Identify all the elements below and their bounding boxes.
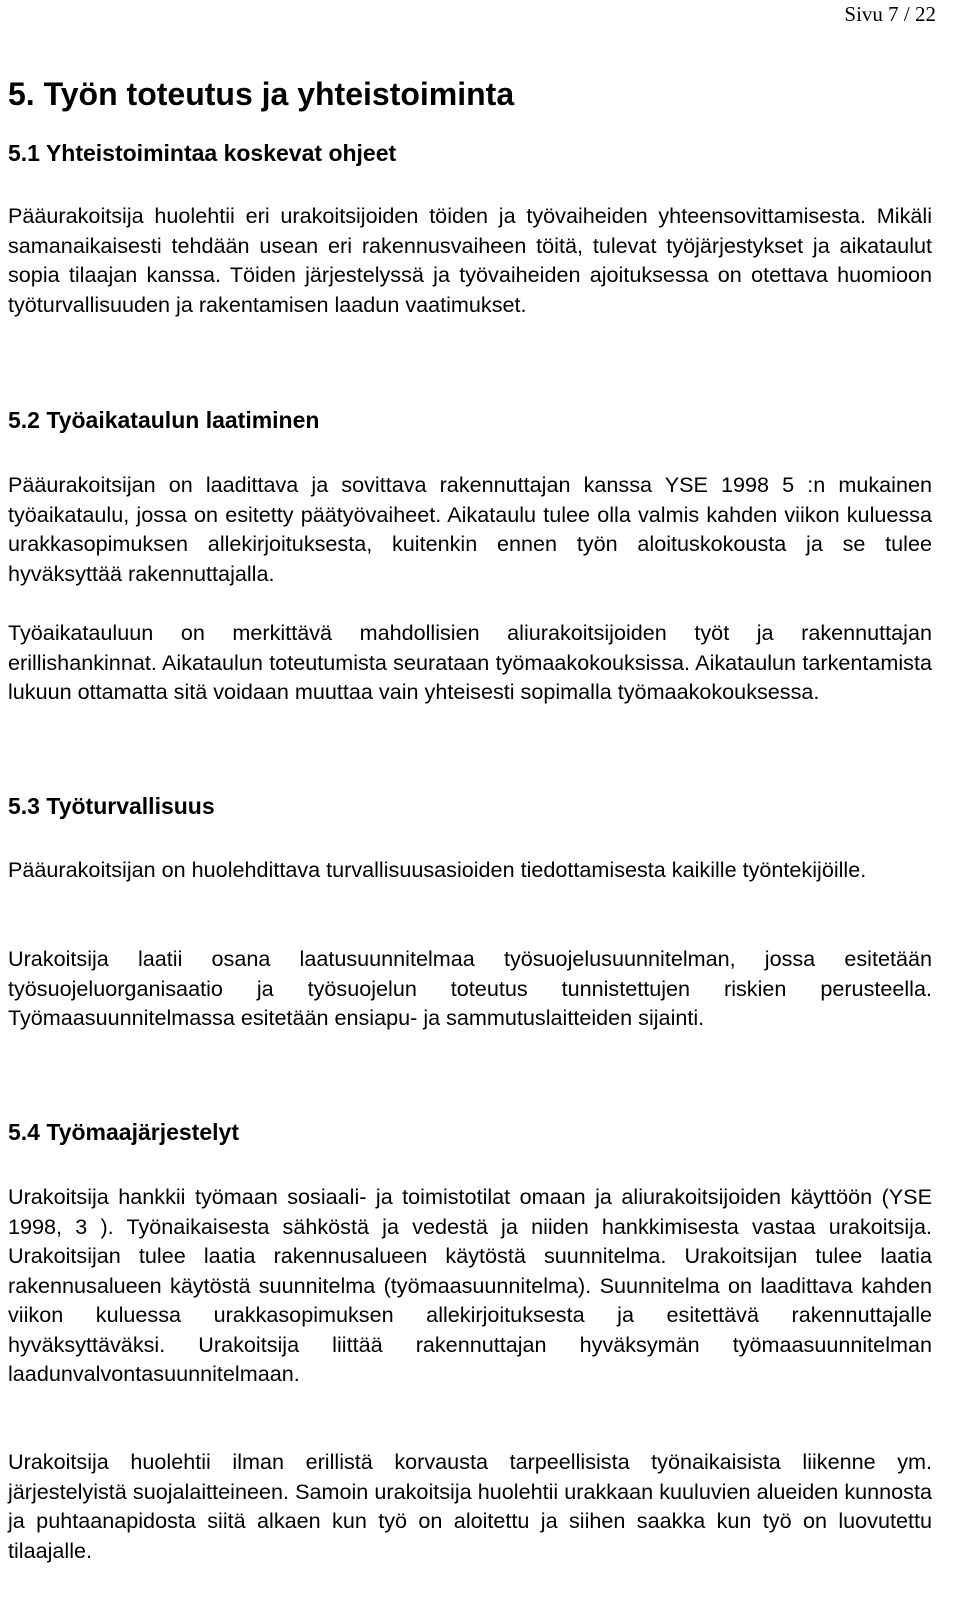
page-title: 5. Työn toteutus ja yhteistoiminta — [8, 76, 515, 112]
section-heading-5-2: 5.2 Työaikataulun laatiminen — [8, 407, 320, 433]
paragraph: Pääurakoitsijan on laadittava ja sovittava rakennuttajan kanssa YSE 1998 5 :n mukainen työaikataulu, jossa on esitetty päätyövaiheet. Aikataulu tulee olla valmis kahden viikon kuluessa urakkasopimuksen allekirjoituksesta, kuitenkin ennen työn aloituskokousta ja se tulee hyväksyttää rakennuttajalla. — [8, 472, 932, 586]
paragraph: Pääurakoitsijan on huolehdittava turvallisuusasioiden tiedottamisesta kaikille työntekijöille. — [8, 857, 867, 882]
page-number: Sivu 7 / 22 — [844, 2, 936, 26]
section-heading-5-3: 5.3 Työturvallisuus — [8, 793, 215, 819]
section-heading-5-1: 5.1 Yhteistoimintaa koskevat ohjeet — [8, 140, 397, 166]
section-heading-5-4: 5.4 Työmaajärjestelyt — [8, 1119, 239, 1145]
paragraph: Työaikatauluun on merkittävä mahdollisien aliurakoitsijoiden työt ja rakennuttajan erillishankinnat. Aikataulun toteutumista seurataan työmaakokouksissa. Aikataulun tarkentamista lukuun ottamatta sitä voidaan muuttaa vain yhteisesti sopimalla työmaakokouksessa. — [8, 620, 932, 704]
paragraph: Urakoitsija laatii osana laatusuunnitelmaa työsuojelusuunnitelman, jossa esitetään työsuojeluorganisaatio ja työsuojelun toteutus tunnistettujen riskien perusteella. Työmaasuunnitelmassa esitetään ensiapu- ja sammutuslaitteiden sijainti. — [8, 946, 932, 1030]
paragraph: Pääurakoitsija huolehtii eri urakoitsijoiden töiden ja työvaiheiden yhteensovittamisesta. Mikäli samanaikaisesti tehdään usean eri rakennusvaiheen töitä, tulevat työjärjestykset ja aikataulut sopia tilaajan kanssa. Töiden järjestelyssä ja työvaiheiden ajoituksessa on otettava huomioon työturvallisuuden ja rakentamisen laadun vaatimukset. — [8, 203, 932, 317]
paragraph: Urakoitsija huolehtii ilman erillistä korvausta tarpeellisista työnaikaisista liikenne ym. järjestelyistä suojalaitteineen. Samoin urakoitsija huolehtii urakkaan kuuluvien alueiden kunnosta ja puhtaanapidosta siitä alkaen kun työ on aloitettu ja siihen saakka kun työ on luovutettu tilaajalle. — [8, 1449, 932, 1563]
paragraph: Urakoitsija hankkii työmaan sosiaali- ja toimistotilat omaan ja aliurakoitsijoiden käyttöön (YSE 1998, 3 ). Työnaikaisesta sähköstä ja vedestä ja niiden hankkimisesta vastaa urakoitsija. Urakoitsijan tulee laatia rakennusalueen käytöstä suunnitelma. Urakoitsijan tulee laatia rakennusalueen käytöstä suunnitelma (työmaasuunnitelma). Suunnitelma on laadittava kahden viikon kuluessa urakkasopimuksen allekirjoituksesta ja esitettävä rakennuttajalle hyväksyttäväksi. Urakoitsija liittää rakennuttajan hyväksymän työmaasuunnitelman laadunvalvontasuunnitelmaan. — [8, 1184, 932, 1386]
